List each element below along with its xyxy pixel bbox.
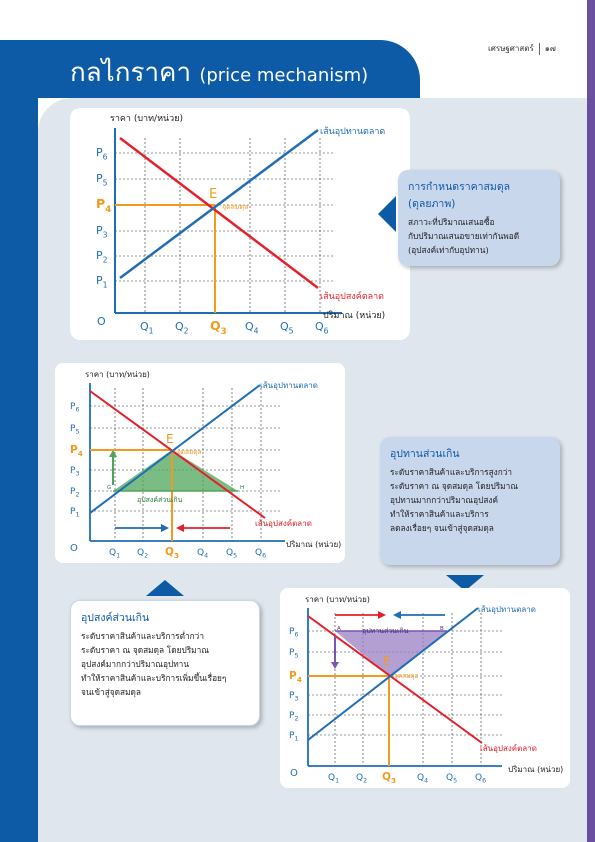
quantity-tick-labels [328, 771, 486, 785]
tick-label: $P_4$ [289, 670, 302, 685]
price-tick-labels [289, 627, 302, 743]
box3-title: อุปสงค์ส่วนเกิน [81, 612, 150, 624]
box3-line: ทำให้ราคาสินค้าและบริการเพิ่มขึ้นเรื่อยๆ [81, 673, 227, 683]
equilibrium-chart [70, 108, 410, 340]
demand-label: เส้นอุปสงค์ตลาด [480, 744, 537, 753]
price-down-arrowhead [331, 662, 339, 669]
x-axis-label: ปริมาณ (หน่วย) [286, 540, 342, 549]
tick-label: $P_3$ [70, 466, 80, 478]
a-label: A [337, 626, 341, 632]
tick-label: $P_6$ [289, 627, 299, 639]
supply-label: เส้นอุปทานตลาด [260, 381, 318, 390]
tick-label: $P_4$ [70, 444, 83, 459]
title-english: (price mechanism) [199, 65, 369, 86]
supply-label: เส้นอุปทานตลาด [320, 127, 386, 137]
title-thai: กลไกราคา [70, 58, 192, 88]
tick-label: $Q_2$ [137, 548, 149, 560]
tick-label: $Q_1$ [109, 548, 121, 560]
box1-title1: การกำหนดราคาสมดุล [408, 181, 511, 193]
pointer-triangle-left [378, 196, 396, 232]
tick-label: $P_2$ [289, 711, 299, 723]
box2-line: อุปทานมากกว่าปริมาณอุปสงค์ [390, 495, 499, 505]
price-tick-labels [70, 402, 83, 519]
price-tick-labels [96, 146, 111, 289]
origin-label: O [97, 315, 106, 328]
tick-label: $Q_6$ [315, 320, 329, 336]
tick-label: $Q_2$ [356, 773, 368, 785]
demand-label: เส้นอุปสงค์ตลาด [255, 519, 312, 528]
tick-label: $Q_4$ [197, 548, 209, 560]
eq-point-label: E [383, 654, 391, 668]
x-axis-label: ปริมาณ (หน่วย) [323, 311, 386, 321]
tick-label: $Q_2$ [175, 320, 189, 336]
box2-line: ระดับราคาสินค้าและบริการสูงกว่า [390, 467, 513, 477]
h-label: H [240, 485, 245, 491]
tick-label: $P_2$ [70, 487, 80, 499]
tick-label: $Q_5$ [280, 320, 294, 336]
pointer-triangle-up [146, 580, 184, 596]
supply-label: เส้นอุปทานตลาด [478, 605, 536, 614]
page-header-label [488, 42, 556, 55]
x-axis-label: ปริมาณ (หน่วย) [508, 765, 564, 774]
shortage-chart [55, 363, 345, 563]
page-title [70, 52, 368, 93]
demand-arrowhead [378, 611, 386, 619]
eq-point-label: E [166, 432, 174, 446]
box2-line: ลดลงเรื่อยๆ จนเข้าสู่จุดสมดุล [390, 523, 494, 533]
tick-label: $Q_1$ [140, 320, 154, 336]
equilibrium-info-box [398, 170, 560, 266]
demand-label: เส้นอุปสงค์ตลาด [320, 292, 385, 302]
box1-line: สภาวะที่ปริมาณเสนอซื้อ [408, 217, 495, 227]
supply-arrowhead [393, 611, 401, 619]
supply-arrowhead [161, 524, 169, 532]
grid [115, 138, 335, 313]
tick-label: $Q_4$ [417, 773, 429, 785]
y-axis-label: ราคา (บาท/หน่วย) [110, 114, 183, 124]
box2-line: ระดับราคา ณ จุดสมดุล โดยปริมาณ [390, 481, 519, 491]
box2-line: ทำให้ราคาสินค้าและบริการ [390, 509, 489, 519]
left-blue-strip [0, 98, 38, 842]
price-up-arrowhead [109, 450, 117, 457]
surplus-chart-svg [280, 588, 570, 788]
g-label: G [107, 485, 112, 491]
tick-label: $P_3$ [96, 224, 108, 240]
tick-label: $Q_1$ [328, 773, 340, 785]
page-number: ๑๗ [544, 44, 556, 53]
tick-label: $P_5$ [96, 172, 108, 188]
subject-label: เศรษฐศาสตร์ [488, 44, 534, 53]
supply-surplus-box [380, 437, 560, 565]
origin-label: O [290, 768, 298, 779]
sidebar-strip [587, 0, 595, 842]
tick-label: $P_1$ [289, 731, 299, 743]
demand-arrowhead [176, 524, 184, 532]
demand-surplus-box [70, 600, 260, 726]
surplus-area-label: อุปทานส่วนเกิน [362, 627, 409, 635]
box1-line: กับปริมาณเสนอขายเท่ากันพอดี [408, 231, 520, 241]
y-axis-label: ราคา (บาท/หน่วย) [305, 595, 370, 604]
box2-title: อุปทานส่วนเกิน [390, 448, 460, 460]
b-label: B [440, 626, 444, 632]
surplus-area [335, 631, 447, 676]
tick-label: $Q_4$ [245, 320, 259, 336]
tick-label: $P_6$ [70, 402, 80, 414]
tick-label: $P_1$ [70, 507, 80, 519]
surplus-chart [280, 588, 570, 788]
shortage-chart-svg [55, 363, 345, 563]
tick-label: $P_4$ [96, 196, 112, 215]
tick-label: $Q_3$ [210, 318, 227, 337]
tick-label: $P_2$ [96, 249, 108, 265]
box3-line: จนเข้าสู่จุดสมดุล [81, 687, 142, 697]
box1-title2: (ดุลยภาพ) [408, 198, 456, 210]
tick-label: $Q_5$ [446, 773, 458, 785]
tick-label: $P_1$ [96, 274, 108, 290]
shortage-area-label: อุปสงค์ส่วนเกิน [137, 496, 183, 504]
box3-line: ระดับราคาสินค้าและบริการต่ำกว่า [81, 631, 204, 641]
eq-label: จุดสมดุล [177, 448, 202, 456]
tick-label: $Q_3$ [382, 771, 397, 786]
quantity-tick-labels [140, 318, 329, 337]
eq-point-label: E [209, 187, 218, 202]
tick-label: $Q_6$ [255, 548, 267, 560]
eq-label: จุดสมดุล [222, 203, 249, 211]
y-axis-label: ราคา (บาท/หน่วย) [85, 370, 150, 379]
tick-label: $P_5$ [70, 424, 80, 436]
tick-label: $Q_3$ [165, 546, 180, 561]
origin-label: O [70, 543, 78, 554]
tick-label: $P_3$ [289, 691, 299, 703]
demand-line [120, 138, 318, 288]
box1-line: (อุปสงค์เท่ากับอุปทาน) [408, 245, 489, 255]
box3-line: อุปสงค์มากกว่าปริมาณอุปทาน [81, 659, 190, 669]
quantity-tick-labels [109, 546, 266, 560]
tick-label: $P_5$ [289, 648, 299, 660]
tick-label: $Q_5$ [226, 548, 238, 560]
equilibrium-chart-svg [70, 108, 410, 340]
tick-label: $Q_6$ [475, 773, 487, 785]
box3-line: ระดับราคา ณ จุดสมดุล โดยปริมาณ [81, 645, 210, 655]
tick-label: $P_6$ [96, 146, 108, 162]
eq-label: จุดสมดุล [394, 672, 419, 680]
